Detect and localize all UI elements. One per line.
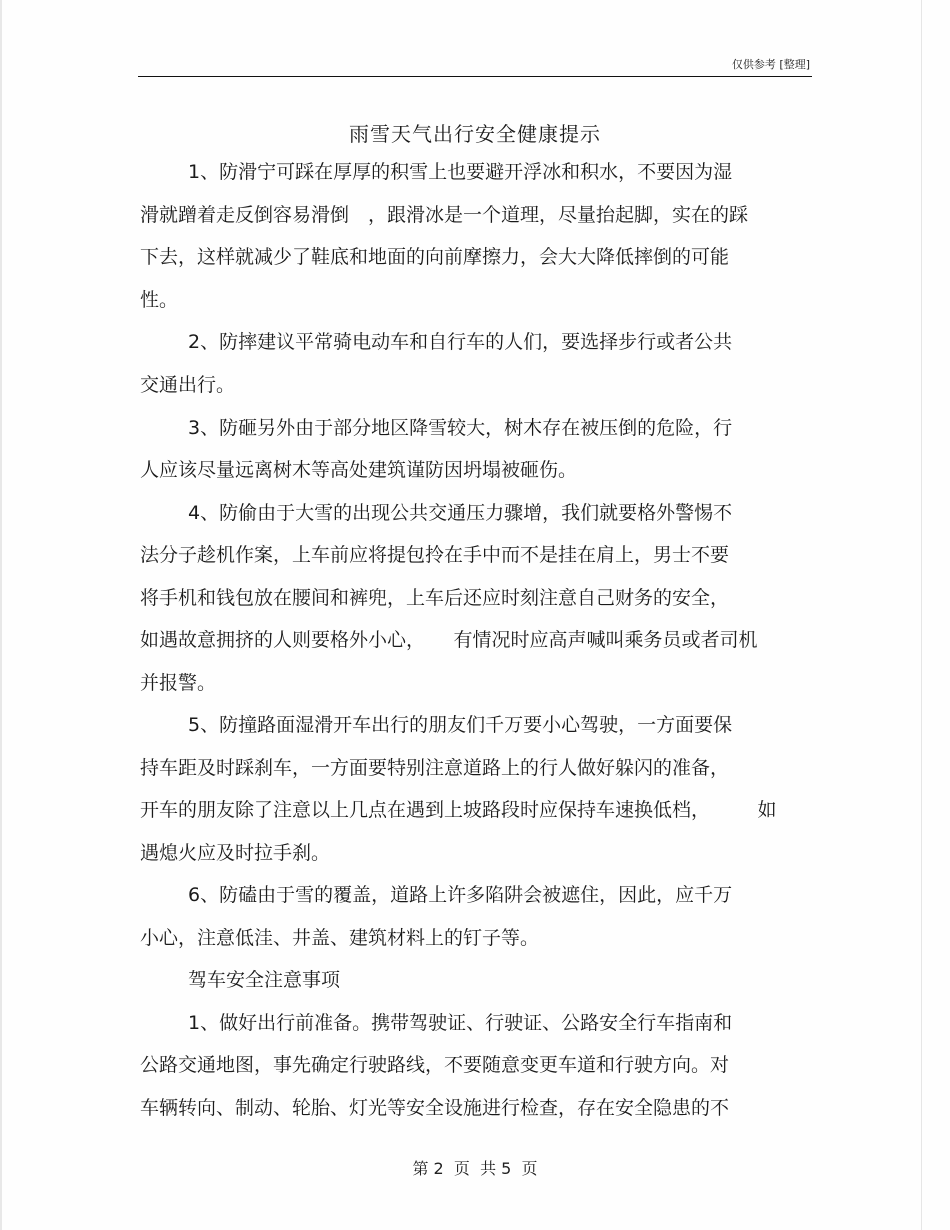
paragraph-line: 性。: [140, 289, 179, 311]
paragraph-line: 2、防摔建议平常骑电动车和自行车的人们，要选择步行或者公共: [188, 331, 733, 353]
paragraph-line: 交通出行。: [140, 374, 236, 396]
paragraph-line: 4、防偷由于大雪的出现公共交通压力骤增，我们就要格外警惕不: [188, 502, 733, 524]
paragraph-line: 小心，注意低洼、井盖、建筑材料上的钉子等。: [140, 927, 540, 949]
paragraph-line: 如遇故意拥挤的人则要格外小心， 有情况时应高声喊叫乘务员或者司机: [140, 629, 758, 651]
section-heading: 驾车安全注意事项: [188, 969, 341, 991]
page-right-edge: [921, 0, 922, 1230]
paragraph-line: 法分子趁机作案，上车前应将提包拎在手中而不是挂在肩上，男士不要: [140, 544, 730, 566]
page-number-footer: 第 2 页 共 5 页: [412, 1159, 538, 1178]
paragraph-line: 车辆转向、制动、轮胎、灯光等安全设施进行检查，存在安全隐患的不: [140, 1097, 730, 1119]
paragraph-line: 1、做好出行前准备。携带驾驶证、行驶证、公路安全行车指南和: [188, 1012, 733, 1034]
paragraph-line: 下去，这样就减少了鞋底和地面的向前摩擦力，会大大降低摔倒的可能: [140, 246, 730, 268]
paragraph-line: 3、防砸另外由于部分地区降雪较大，树木存在被压倒的危险，行: [188, 417, 733, 439]
page-title: 雨雪天气出行安全健康提示: [349, 122, 601, 146]
paragraph-line: 开车的朋友除了注意以上几点在遇到上坡路段时应保持车速换低档， 如: [140, 799, 777, 821]
paragraph-line: 公路交通地图，事先确定行驶路线，不要随意变更车道和行驶方向。对: [140, 1054, 730, 1076]
header-note: 仅供参考 [整理]: [731, 58, 810, 71]
paragraph-line: 将手机和钱包放在腰间和裤兜，上车后还应时刻注意自己财务的安全，: [140, 587, 730, 609]
paragraph-line: 滑就蹭着走反倒容易滑倒 ，跟滑冰是一个道理，尽量抬起脚，实在的踩: [140, 204, 749, 226]
paragraph-line: 5、防撞路面湿滑开车出行的朋友们千万要小心驾驶，一方面要保: [188, 714, 733, 736]
paragraph-line: 6、防磕由于雪的覆盖，道路上许多陷阱会被遮住，因此，应千万: [188, 884, 733, 906]
paragraph-line: 遇熄火应及时拉手刹。: [140, 842, 331, 864]
paragraph-line: 人应该尽量远离树木等高处建筑谨防因坍塌被砸伤。: [140, 459, 578, 481]
page-left-edge: [0, 0, 2, 1230]
paragraph-line: 1、防滑宁可踩在厚厚的积雪上也要避开浮冰和积水，不要因为湿: [188, 161, 733, 183]
header-rule: [138, 76, 812, 77]
paragraph-line: 并报警。: [140, 672, 217, 694]
paragraph-line: 持车距及时踩刹车，一方面要特别注意道路上的行人做好躲闪的准备，: [140, 757, 730, 779]
